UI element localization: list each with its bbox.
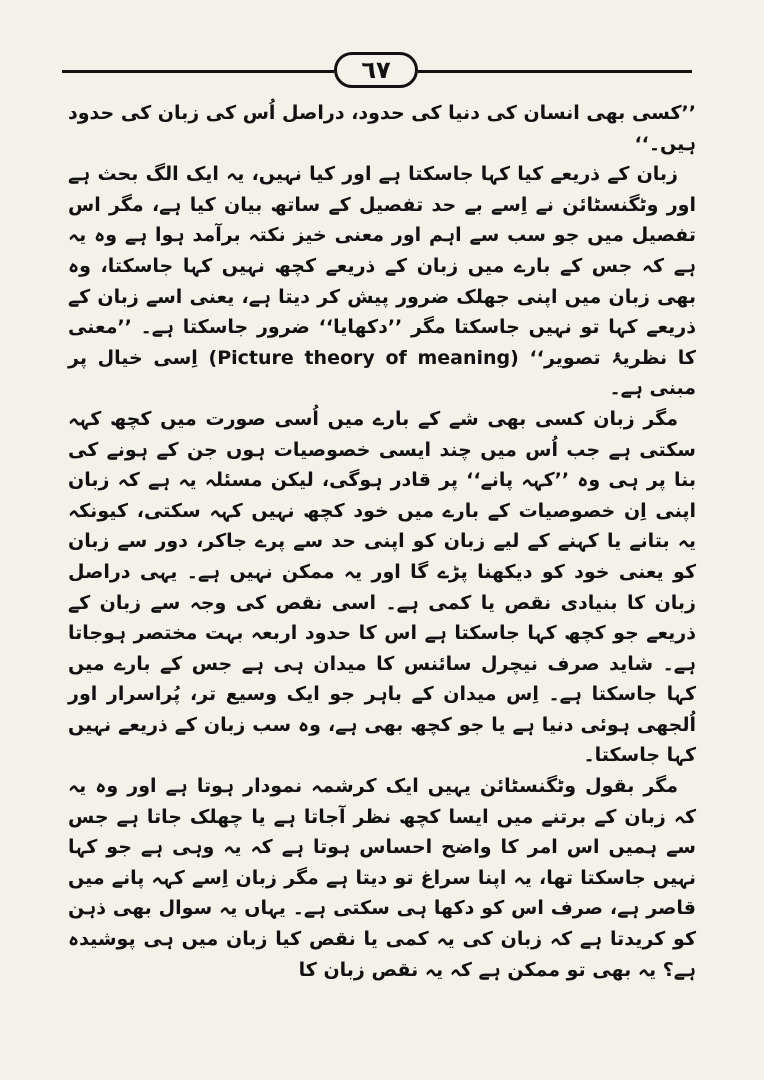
- page-number: ٦٧: [334, 52, 418, 88]
- paragraph-text: زبان کے ذریعے کیا کہا جاسکتا ہے اور کیا نہیں، یہ ایک الگ بحث ہے اور وٹگنسٹائن نے اِسے بے حد تفصیل کے ساتھ بیان کیا ہے، مگر اس تفصیل میں جو سب سے اہم اور معنی خیز نکتہ برآمد ہوا ہے وہ یہ ہے کہ جس کے بارے میں زبان کے ذریعے کچھ نہیں کہا جاسکتا، وہ بھی زبان میں اپنی جھلک ضرور پیش کر دیتا ہے، یعنی اسے زبان کے ذریعے کہا تو نہیں جاسکتا مگر ’’دکھایا‘‘ ضرور جاسکتا ہے۔ ’’معنی کا نظریۂ تصویر‘‘: [68, 163, 696, 369]
- page-header: [0, 0, 764, 84]
- body-text: [68, 98, 696, 1058]
- picture-theory-urdu: اِسی خیال پر مبنی ہے۔: [68, 346, 696, 400]
- paragraph-language-limits: [68, 159, 696, 404]
- header-rule-right: [418, 70, 692, 73]
- header-rule-left: [62, 70, 334, 73]
- picture-theory-english: (Picture theory of meaning): [208, 346, 519, 369]
- paragraph-wittgenstein-miracle: مگر بقول وٹگنسٹائن یہیں ایک کرشمہ نمودار ہوتا ہے اور وہ یہ کہ زبان کے برتنے میں ایسا کچھ نظر آجاتا ہے یا چھلک جاتا ہے جس سے ہمیں اس امر کا واضح احساس ہوتا ہے کہ یہ وہی ہے جو کہا نہیں جاسکتا تھا، یہ اپنا سراغ تو دیتا ہے مگر زبان اِسے کہہ پانے میں قاصر ہے، صرف اس کو دکھا ہی سکتی ہے۔ یہاں یہ سوال بھی ذہن کو کریدتا ہے کہ زبان کی یہ کمی یا نقص کیا زبان میں ہی پوشیدہ ہے؟ یہ بھی تو ممکن ہے کہ یہ نقص زبان کا: [68, 775, 696, 981]
- paragraph-language-defect: مگر زبان کسی بھی شے کے بارے میں اُسی صورت میں کچھ کہہ سکتی ہے جب اُس میں چند ایسی خصوصیات ہوں جن کے ہونے کی بنا پر ہی وہ ’’کہہ پانے‘‘ پر قادر ہوگی، لیکن مسئلہ یہ ہے کہ زبان اپنی اِن خصوصیات کے بارے میں خود کچھ نہیں کہہ سکتی، کیونکہ یہ بتانے یا کہنے کے لیے زبان کو اپنی حد سے پرے جاکر، دور سے زبان کو یعنی خود کو دیکھنا پڑے گا اور یہ ممکن نہیں ہے۔ یہی دراصل زبان کا بنیادی نقص یا کمی ہے۔ اسی نقص کی وجہ سے زبان کے ذریعے جو کچھ کہا جاسکتا ہے اس کا حدود اربعہ بہت مختصر ہوجاتا ہے۔ شاید صرف نیچرل سائنس کا میدان ہی ہے جس کے بارے میں کہا جاسکتا ہے۔ اِس میدان کے باہر جو ایک وسیع تر، پُراسرار اور اُلجھی ہوئی دنیا ہے یا جو کچھ بھی ہے، وہ سب زبان کے ذریعے نہیں کہا جاسکتا۔: [68, 407, 696, 767]
- quote-paragraph: ’’کسی بھی انسان کی دنیا کی حدود، دراصل اُس کی زبان کی حدود ہیں۔‘‘: [68, 102, 696, 155]
